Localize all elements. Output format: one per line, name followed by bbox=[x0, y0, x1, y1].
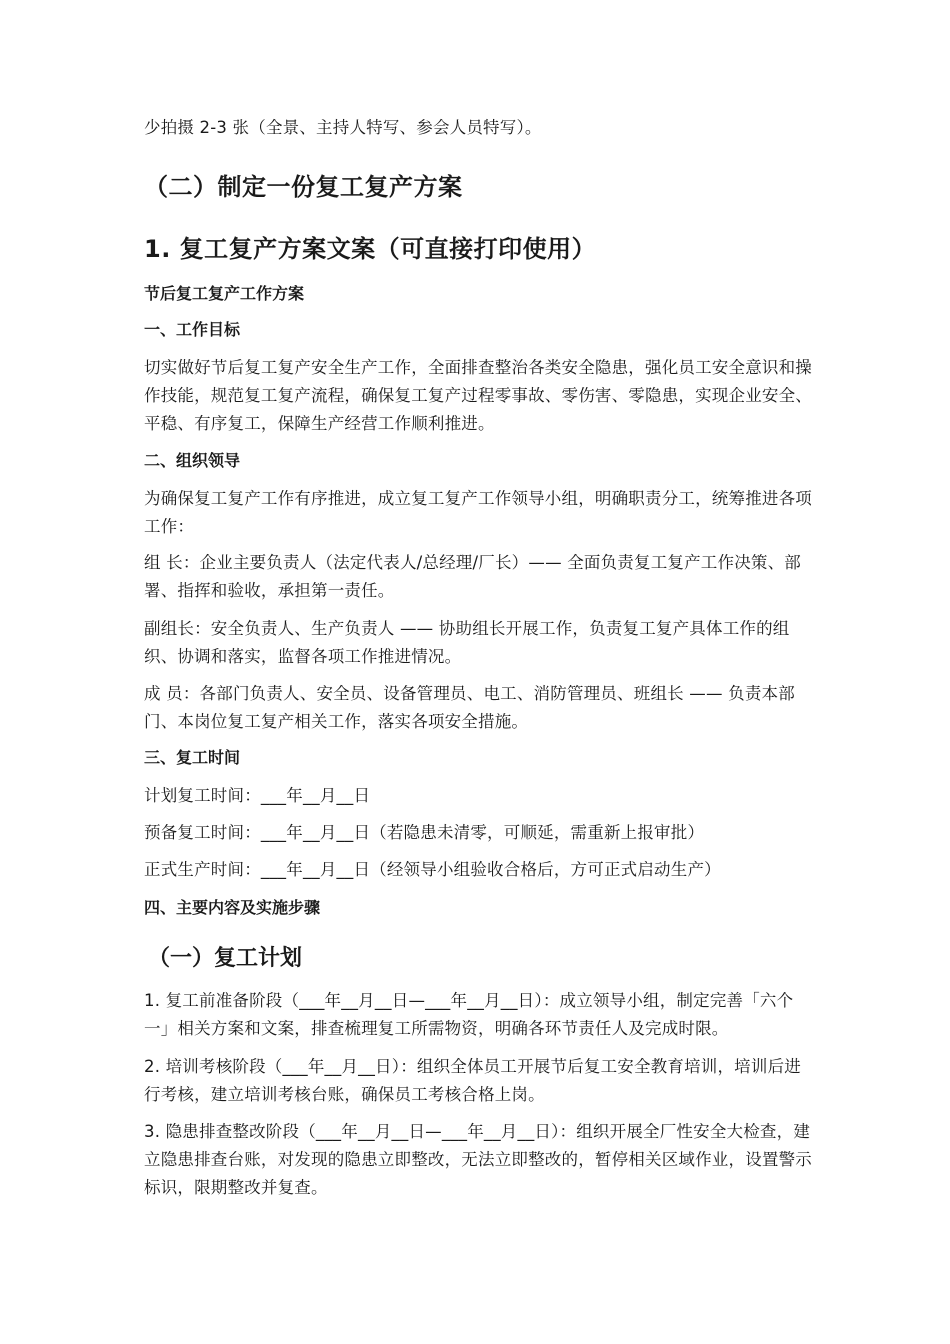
paragraph-members: 成 员：各部门负责人、安全员、设备管理员、电工、消防管理员、班组长 —— 负责本部门、本岗位复工复产相关工作，落实各项安全措施。 bbox=[144, 684, 795, 731]
prep-time: 预备复工时间：___年__月__日（若隐患未清零，可顺延，需重新上报审批） bbox=[144, 823, 705, 842]
section-heading-doc: 1. 复工复产方案文案（可直接打印使用） bbox=[144, 235, 597, 263]
plan-time: 计划复工时间：___年__月__日 bbox=[144, 786, 371, 805]
paragraph-leader: 组 长：企业主要负责人（法定代表人/总经理/厂长）—— 全面负责复工复产工作决策、部署、指挥和验收，承担第一责任。 bbox=[144, 553, 802, 600]
document-title: 节后复工复产工作方案 bbox=[144, 284, 305, 303]
step-3: 3. 隐患排查整改阶段（___年__月__日—___年__月__日）：组织开展全厂性安全大检查，建立隐患排查台账，对发现的隐患立即整改，无法立即整改的，暂停相关区域作业，设置警示标识，限期整改并复查。 bbox=[144, 1122, 812, 1197]
heading-steps: 四、主要内容及实施步骤 bbox=[144, 898, 321, 917]
paragraph-work-goals: 切实做好节后复工复产安全生产工作，全面排查整治各类安全隐患，强化员工安全意识和操作技能，规范复工复产流程，确保复工复产过程零事故、零伤害、零隐患，实现企业安全、平稳、有序复工，保障生产经营工作顺利推进。 bbox=[144, 358, 812, 433]
heading-organization: 二、组织领导 bbox=[144, 451, 241, 470]
heading-schedule: 三、复工时间 bbox=[144, 748, 241, 767]
section-heading-plan: （二）制定一份复工复产方案 bbox=[144, 173, 463, 201]
paragraph-organization: 为确保复工复产工作有序推进，成立复工复产工作领导小组，明确职责分工，统筹推进各项工作： bbox=[144, 489, 812, 536]
formal-time: 正式生产时间：___年__月__日（经领导小组验收合格后，方可正式启动生产） bbox=[144, 860, 721, 879]
step-2: 2. 培训考核阶段（___年__月__日）：组织全体员工开展节后复工安全教育培训，培训后进行考核，建立培训考核台账，确保员工考核合格上岗。 bbox=[144, 1057, 801, 1104]
subheading-return-plan: （一）复工计划 bbox=[148, 946, 303, 971]
intro-paragraph: 少拍摄 2-3 张（全景、主持人特写、参会人员特写）。 bbox=[144, 118, 542, 137]
paragraph-deputy-leader: 副组长：安全负责人、生产负责人 —— 协助组长开展工作，负责复工复产具体工作的组织、协调和落实，监督各项工作推进情况。 bbox=[144, 619, 790, 666]
heading-work-goals: 一、工作目标 bbox=[144, 320, 241, 339]
step-1: 1. 复工前准备阶段（___年__月__日—___年__月__日）：成立领导小组，制定完善「六个一」相关方案和文案，排查梳理复工所需物资，明确各环节责任人及完成时限。 bbox=[144, 991, 794, 1038]
